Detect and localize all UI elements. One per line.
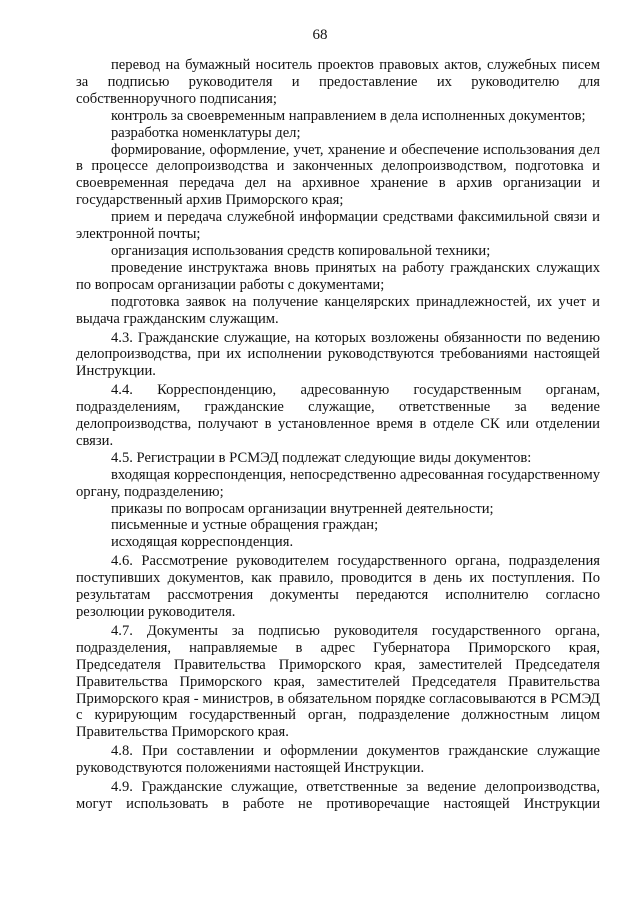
paragraph-nomenclature: разработка номенклатуры дел; (111, 124, 301, 141)
paragraph-paper-transfer: перевод на бумажный носитель проектов правовых актов, служебных писем за подписью руководителя и предоставление их руководителю для собственноручного подписания; (76, 57, 600, 107)
section-4-6: 4.6. Рассмотрение руководителем государственного органа, подразделения поступивших документов, как правило, проводится в день их поступления. По результатам рассмотрения документы передаются исполнителю согласно резолюции руководителя. (76, 553, 600, 620)
list-item-incoming: входящая корреспонденция, непосредственно адресованная государственному органу, подразделению; (76, 466, 600, 500)
paragraph-control: контроль за своевременным направлением в дела исполненных документов; (111, 107, 586, 124)
list-item-appeals: письменные и устные обращения граждан; (111, 517, 379, 534)
paragraph-fax-email: прием и передача служебной информации средствами факсимильной связи и электронной почты; (76, 209, 600, 243)
paragraph-copying: организация использования средств копировальной техники; (111, 242, 491, 259)
document-body (76, 57, 600, 813)
section-4-3: 4.3. Гражданские служащие, на которых возложены обязанности по ведению делопроизводства, при их исполнении руководствуются требованиями настоящей Инструкции. (76, 329, 600, 380)
list-item-outgoing: исходящая корреспонденция. (111, 534, 294, 551)
paragraph-formation: формирование, оформление, учет, хранение и обеспечение использования дел в процессе делопроизводства и законченных делопроизводством, подготовка и своевременная передача дел на архивное хранение в архив организации и государственный архив Приморского края; (76, 141, 600, 209)
section-4-9: 4.9. Гражданские служащие, ответственные за ведение делопроизводства, могут использовать в работе не противоречащие настоящей Инструкции (76, 779, 600, 812)
paragraph-briefing: проведение инструктажа вновь принятых на работу гражданских служащих по вопросам организации работы с документами; (76, 259, 600, 293)
list-item-orders: приказы по вопросам организации внутренней деятельности; (111, 500, 494, 517)
section-4-7: 4.7. Документы за подписью руководителя государственного органа, подразделения, направляемые в адрес Губернатора Приморского края, Председателя Правительства Приморского края, заместителей Председателя Правительства Приморского края, заместителей Председателя Правительства Приморского края - министров, в обязательном порядке согласовываются в РСМЭД с курирующим государственный орган, подразделение должностным лицом Правительства Приморского края. (76, 622, 600, 741)
section-4-4: 4.4. Корреспонденцию, адресованную государственным органам, подразделениям, гражданские служащие, ответственные за ведение делопроизводства, получают в установленное время в отделе СК или отделении связи. (76, 382, 600, 449)
paragraph-supplies: подготовка заявок на получение канцелярских принадлежностей, их учет и выдача гражданским служащим. (76, 293, 600, 327)
section-4-8: 4.8. При составлении и оформлении документов гражданские служащие руководствуются положениями настоящей Инструкции. (76, 743, 600, 777)
page-number: 68 (312, 27, 328, 43)
section-4-5: 4.5. Регистрации в РСМЭД подлежат следующие виды документов: (111, 449, 532, 466)
